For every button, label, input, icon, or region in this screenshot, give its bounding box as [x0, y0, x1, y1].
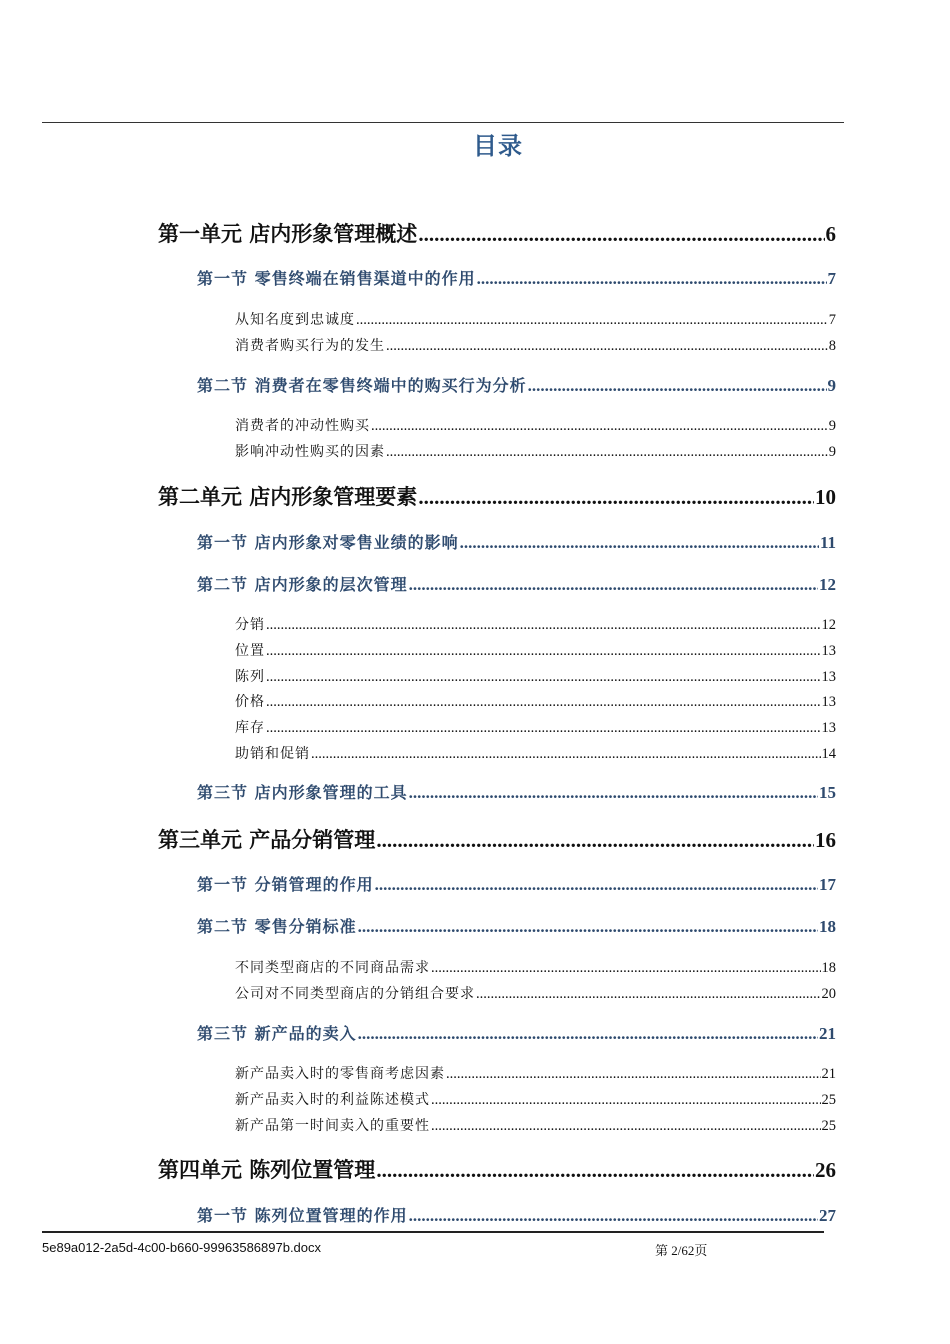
toc-dot-leader	[386, 444, 828, 461]
toc-entry-page: 25	[821, 1092, 836, 1108]
toc-entry-title: 第一节 店内形象对零售业绩的影响	[197, 533, 459, 552]
toc-entry-page: 9	[827, 376, 836, 395]
toc-entry-title: 第三单元 产品分销管理	[158, 828, 376, 852]
toc-entry-title: 消费者的冲动性购买	[235, 418, 370, 434]
toc-entry-page: 12	[819, 575, 836, 594]
toc-entry-title: 价格	[235, 694, 265, 710]
toc-entry-title: 第四单元 陈列位置管理	[158, 1158, 376, 1182]
toc-section-entry[interactable]	[197, 914, 836, 937]
footer-rule	[42, 1231, 824, 1233]
toc-unit-entry[interactable]	[158, 218, 836, 248]
toc-entry-title: 第二节 店内形象的层次管理	[197, 575, 408, 594]
toc-unit-entry[interactable]	[158, 824, 836, 854]
toc-subsection-entry[interactable]	[235, 1089, 836, 1109]
toc-entry-page: 20	[821, 986, 836, 1002]
toc-entry-page: 26	[815, 1158, 836, 1182]
toc-entry-page: 8	[828, 338, 836, 354]
toc-subsection-entry[interactable]	[235, 415, 836, 435]
toc-entry-page: 13	[821, 720, 836, 736]
footer-filename: 5e89a012-2a5d-4c00-b660-99963586897b.docx	[42, 1240, 322, 1255]
toc-dot-leader	[460, 533, 819, 553]
toc-entry-page: 7	[828, 312, 836, 328]
toc-subsection-entry[interactable]	[235, 957, 836, 977]
toc-dot-leader	[266, 694, 821, 711]
toc-subsection-entry[interactable]	[235, 1063, 836, 1083]
toc-subsection-entry[interactable]	[235, 691, 836, 711]
toc-entry-page: 9	[828, 418, 836, 434]
toc-section-entry[interactable]	[197, 1203, 836, 1226]
toc-entry-title: 新产品卖入时的零售商考虑因素	[235, 1066, 445, 1082]
toc-entry-title: 第一节 零售终端在销售渠道中的作用	[197, 269, 476, 288]
toc-dot-leader	[477, 269, 827, 289]
toc-subsection-entry[interactable]	[235, 983, 836, 1003]
toc-dot-leader	[371, 418, 828, 435]
toc-entry-title: 第二节 消费者在零售终端中的购买行为分析	[197, 376, 527, 395]
toc-entry-page: 17	[819, 875, 836, 894]
toc-section-entry[interactable]	[197, 872, 836, 895]
toc-dot-leader	[356, 312, 828, 329]
toc-subsection-entry[interactable]	[235, 1115, 836, 1135]
toc-entry-title: 影响冲动性购买的因素	[235, 444, 385, 460]
toc-entry-title: 消费者购买行为的发生	[235, 338, 385, 354]
toc-entry-title: 助销和促销	[235, 746, 310, 762]
toc-entry-page: 11	[819, 533, 836, 552]
toc-dot-leader	[358, 1024, 818, 1044]
toc-entry-page: 14	[821, 746, 836, 762]
toc-entry-page: 15	[819, 783, 836, 802]
toc-dot-leader	[358, 917, 818, 937]
toc-section-entry[interactable]	[197, 266, 836, 289]
toc-entry-title: 第二单元 店内形象管理要素	[158, 485, 418, 509]
toc-entry-page: 16	[815, 828, 836, 852]
toc-entry-title: 第二节 零售分销标准	[197, 917, 357, 936]
toc-dot-leader	[431, 1092, 821, 1109]
toc-entry-title: 新产品第一时间卖入的重要性	[235, 1118, 430, 1134]
toc-entry-title: 位置	[235, 643, 265, 659]
toc-entry-page: 18	[819, 917, 836, 936]
toc-subsection-entry[interactable]	[235, 335, 836, 355]
toc-entry-title: 第一节 分销管理的作用	[197, 875, 374, 894]
toc-dot-leader	[266, 720, 821, 737]
toc-unit-entry[interactable]	[158, 481, 836, 511]
toc-entry-page: 21	[819, 1024, 836, 1043]
toc-subsection-entry[interactable]	[235, 640, 836, 660]
toc-subsection-entry[interactable]	[235, 717, 836, 737]
toc-subsection-entry[interactable]	[235, 441, 836, 461]
toc-dot-leader	[528, 376, 827, 396]
toc-dot-leader	[431, 1118, 821, 1135]
toc-subsection-entry[interactable]	[235, 666, 836, 686]
toc-unit-entry[interactable]	[158, 1154, 836, 1184]
toc-dot-leader	[431, 960, 821, 977]
toc-dot-leader	[311, 746, 821, 763]
toc-entry-title: 公司对不同类型商店的分销组合要求	[235, 986, 475, 1002]
toc-dot-leader	[376, 1158, 814, 1183]
toc-entry-page: 6	[825, 222, 836, 246]
toc-section-entry[interactable]	[197, 1021, 836, 1044]
toc-section-entry[interactable]	[197, 373, 836, 396]
toc-dot-leader	[409, 575, 818, 595]
toc-entry-title: 不同类型商店的不同商品需求	[235, 960, 430, 976]
toc-dot-leader	[266, 643, 821, 660]
toc-entry-title: 新产品卖入时的利益陈述模式	[235, 1092, 430, 1108]
toc-dot-leader	[266, 669, 821, 686]
toc-section-entry[interactable]	[197, 530, 836, 553]
toc-dot-leader	[476, 986, 821, 1003]
toc-entry-page: 21	[821, 1066, 836, 1082]
toc-entry-page: 13	[821, 694, 836, 710]
toc-dot-leader	[409, 1206, 818, 1226]
toc-entry-title: 从知名度到忠诚度	[235, 312, 355, 328]
toc-entry-page: 7	[827, 269, 836, 288]
toc-dot-leader	[376, 828, 814, 853]
toc-dot-leader	[418, 485, 814, 510]
toc-dot-leader	[446, 1066, 821, 1083]
footer-page-number: 第 2/62页	[655, 1243, 708, 1258]
toc-subsection-entry[interactable]	[235, 614, 836, 634]
toc-title: 目录	[473, 132, 523, 160]
toc-subsection-entry[interactable]	[235, 743, 836, 763]
toc-subsection-entry[interactable]	[235, 309, 836, 329]
toc-dot-leader	[266, 617, 821, 634]
toc-entry-page: 13	[821, 643, 836, 659]
toc-entry-page: 12	[821, 617, 836, 633]
toc-entry-title: 第三节 店内形象管理的工具	[197, 783, 408, 802]
toc-entry-title: 第一单元 店内形象管理概述	[158, 222, 418, 246]
toc-entry-title: 第一节 陈列位置管理的作用	[197, 1206, 408, 1225]
toc-entry-title: 库存	[235, 720, 265, 736]
toc-dot-leader	[418, 222, 824, 247]
toc-entry-page: 9	[828, 444, 836, 460]
toc-entry-title: 分销	[235, 617, 265, 633]
toc-dot-leader	[409, 783, 818, 803]
toc-entry-page: 18	[821, 960, 836, 976]
toc-entry-title: 陈列	[235, 669, 265, 685]
toc-dot-leader	[386, 338, 828, 355]
toc-entry-page: 25	[821, 1118, 836, 1134]
toc-entry-page: 10	[815, 485, 836, 509]
toc-dot-leader	[375, 875, 818, 895]
toc-entry-title: 第三节 新产品的卖入	[197, 1024, 357, 1043]
toc-entry-page: 13	[821, 669, 836, 685]
toc-entry-page: 27	[819, 1206, 836, 1225]
toc-section-entry[interactable]	[197, 780, 836, 803]
toc-section-entry[interactable]	[197, 572, 836, 595]
